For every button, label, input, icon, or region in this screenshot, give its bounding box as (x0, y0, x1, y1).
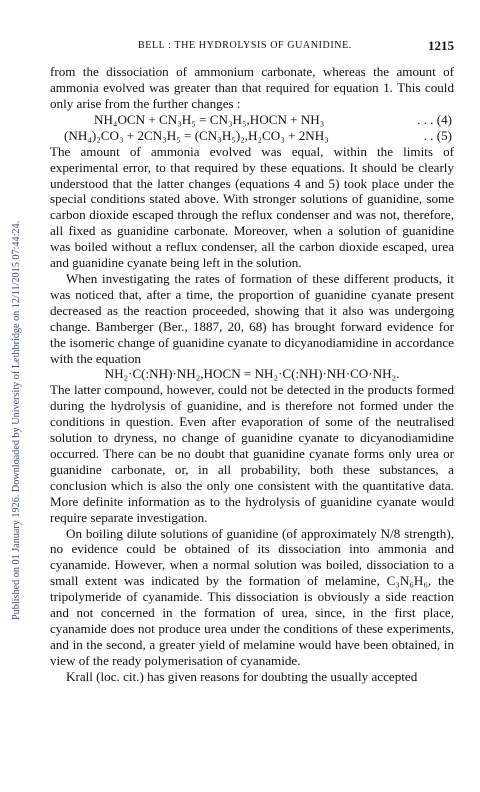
equation-5-number: . . (5) (423, 127, 452, 143)
paragraph-5: On boiling dilute solutions of guanidine (of approximately N/8 strength), no evidence could be obtained of its dissociation into ammonia and cyanamide. However, when a normal solution was boiled, dissociation to a small extent was indicated by the formation of melamine, C₃N₆H₆, the tripolymeride of cyanamide. This dissociation is obviously a side reaction and not concerned in the formation of urea, since, in the first place, cyanamide does not produce urea under the conditions of these experiments, and in the second, a greater yield of melamine would have been obtained, in view of the ready polymerisation of cyanamide. (50, 525, 454, 668)
paragraph-4: The latter compound, however, could not be detected in the products formed during the hydrolysis of guanidine, and is therefore not formed under the conditions in question. Even after evaporation of some of the neutralised solution to dryness, no change of guanidine cyanate to dicyanodiamidine occurred. There can be no doubt that guanidine cyanate forms only urea or guanidine carbonate, or, in all probability, both these substances, a conclusion which is also the only one consistent with the quantitative data. More definite information as to the hydrolysis of guanidine cyanate would require separate investigation. (50, 382, 454, 525)
equation-4-formula: NH₄OCN + CN₃H₅ = CN₃H₅,HOCN + NH₃ (94, 111, 325, 127)
running-head-title: BELL : THE HYDROLYSIS OF GUANIDINE. (138, 40, 352, 51)
equation-6 (50, 366, 454, 382)
article-body (50, 64, 454, 685)
equation-5-formula: (NH₄)₂CO₃ + 2CN₃H₅ = (CN₃H₅)₂,H₂CO₃ + 2NH₃ (64, 127, 329, 143)
equation-4 (50, 112, 454, 128)
paragraph-6: Krall (loc. cit.) has given reasons for doubting the usually accepted (66, 668, 418, 684)
paragraph-2: The amount of ammonia evolved was equal, within the limits of experimental error, to that required by these equations. It should be clearly understood that the latter changes (equations 4 and 5) took place under the special conditions stated above. With stronger solutions of guanidine, some carbon dioxide escaped through the reflux condenser and was not, therefore, all fixed as guanidine carbonate. Moreover, when a solution of guanidine was boiled without a reflux condenser, all the carbon dioxide escaped, urea and guanidine cyanate being left in the solution. (50, 143, 454, 271)
download-provenance-note: Published on 01 January 1926. Downloaded by University of Lethbridge on 12/11/2015 07:44:24. (11, 220, 22, 620)
paragraph-1: from the dissociation of ammonium carbonate, whereas the amount of ammonia evolved was greater than that required for equation 1. This could only arise from the further changes : (50, 64, 454, 111)
equation-6-formula: NH₂·C(:NH)·NH₂,HOCN = NH₂·C(:NH)·NH·CO·NH₂. (104, 366, 400, 382)
equation-4-number: . . . (4) (417, 111, 452, 127)
paragraph-3: When investigating the rates of formation of these different products, it was noticed that, after a time, the proportion of guanidine cyanate present decreased as the reaction proceeded, showing that it also was undergoing change. Bamberger (Ber., 1887, 20, 68) has brought forward evidence for the isomeric change of guanidine cyanate to dicyanodiamidine in accordance with the equation (50, 270, 454, 366)
page-number: 1215 (428, 38, 454, 53)
equation-5 (50, 128, 454, 144)
